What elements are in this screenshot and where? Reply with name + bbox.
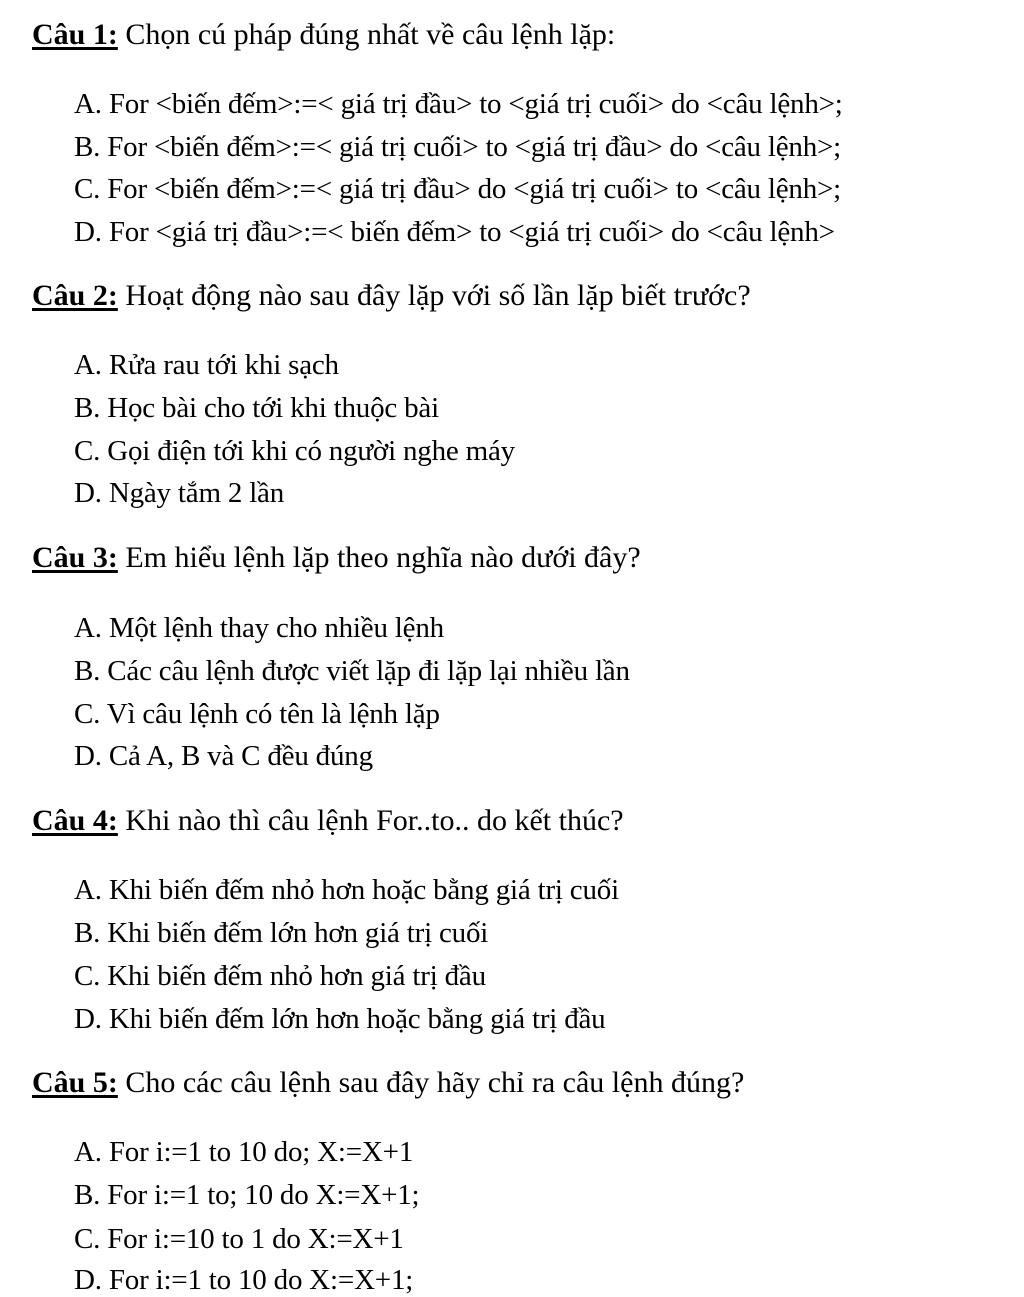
option-text: Khi biến đếm lớn hơn giá trị cuối	[100, 917, 489, 949]
option-text: Một lệnh thay cho nhiều lệnh	[101, 612, 444, 644]
option-letter: C.	[74, 960, 101, 992]
question-4-label: Câu 4:	[32, 804, 118, 837]
question-3-label: Câu 3:	[32, 541, 118, 574]
option-text: Vì câu lệnh có tên là lệnh lặp	[100, 698, 440, 730]
question-3-option-a	[74, 611, 444, 645]
option-letter: B.	[74, 131, 101, 163]
option-text: Gọi điện tới khi có người nghe máy	[100, 435, 515, 467]
question-2-option-a	[74, 348, 339, 382]
question-4-option-b	[74, 916, 488, 950]
question-1-option-b	[74, 130, 841, 164]
option-text: Khi biến đếm nhỏ hơn giá trị đầu	[100, 960, 486, 992]
question-4-prompt	[32, 804, 624, 838]
option-letter: D.	[74, 216, 102, 248]
option-letter: C.	[74, 698, 101, 730]
option-text: For <biến đếm>:=< giá trị cuối> to <giá trị đầu> do <câu lệnh>;	[100, 131, 842, 163]
question-3-text: Em hiểu lệnh lặp theo nghĩa nào dưới đây?	[117, 541, 641, 574]
question-3-prompt	[32, 541, 641, 575]
question-3-option-b	[74, 654, 630, 688]
question-5-label: Câu 5:	[32, 1066, 118, 1099]
question-4-option-c	[74, 959, 486, 993]
option-letter: D.	[74, 740, 102, 772]
option-text: For i:=1 to; 10 do X:=X+1;	[100, 1179, 420, 1211]
question-2-text: Hoạt động nào sau đây lặp với số lần lặp biết trước?	[117, 279, 751, 312]
question-2-label: Câu 2:	[32, 279, 118, 312]
question-2-option-b	[74, 391, 439, 425]
option-text: For <biến đếm>:=< giá trị đầu> do <giá trị cuối> to <câu lệnh>;	[100, 173, 842, 205]
question-2-prompt	[32, 279, 751, 313]
question-3-option-d	[74, 739, 373, 773]
question-5-option-d	[74, 1263, 413, 1297]
question-5-option-b	[74, 1178, 419, 1212]
option-text: Khi biến đếm nhỏ hơn hoặc bằng giá trị cuối	[101, 874, 619, 906]
option-letter: B.	[74, 1179, 101, 1211]
option-text: Cả A, B và C đều đúng	[101, 740, 373, 772]
question-5-option-a	[74, 1135, 413, 1169]
question-1-prompt	[32, 18, 615, 52]
question-4-option-d	[74, 1002, 605, 1036]
question-3-option-c	[74, 697, 440, 731]
option-text: For i:=1 to 10 do X:=X+1;	[101, 1264, 414, 1296]
option-letter: D.	[74, 477, 102, 509]
option-letter: A.	[74, 1136, 102, 1168]
question-1-option-c	[74, 172, 841, 206]
option-text: For i:=10 to 1 do X:=X+1	[100, 1223, 404, 1255]
option-letter: D.	[74, 1003, 102, 1035]
option-letter: D.	[74, 1264, 102, 1296]
option-text: Ngày tắm 2 lần	[101, 477, 285, 509]
option-letter: A.	[74, 88, 102, 120]
question-4-option-a	[74, 873, 619, 907]
question-2-option-c	[74, 434, 515, 468]
option-text: Các câu lệnh được viết lặp đi lặp lại nhiều lần	[100, 655, 630, 687]
question-5-prompt	[32, 1066, 744, 1100]
option-text: For i:=1 to 10 do; X:=X+1	[101, 1136, 414, 1168]
question-5-option-c	[74, 1222, 404, 1256]
question-1-label: Câu 1:	[32, 18, 118, 51]
question-1-option-d	[74, 215, 835, 249]
option-letter: C.	[74, 1223, 101, 1255]
option-letter: A.	[74, 349, 102, 381]
question-4-text: Khi nào thì câu lệnh For..to.. do kết thúc?	[117, 804, 624, 837]
option-letter: C.	[74, 435, 101, 467]
question-1-option-a	[74, 87, 843, 121]
option-letter: A.	[74, 874, 102, 906]
option-letter: B.	[74, 655, 101, 687]
option-text: Học bài cho tới khi thuộc bài	[100, 392, 439, 424]
option-letter: B.	[74, 917, 101, 949]
option-letter: C.	[74, 173, 101, 205]
option-text: Khi biến đếm lớn hơn hoặc bằng giá trị đầu	[101, 1003, 606, 1035]
option-text: For <giá trị đầu>:=< biến đếm> to <giá trị cuối> do <câu lệnh>	[101, 216, 835, 248]
question-2-option-d	[74, 476, 284, 510]
option-text: Rửa rau tới khi sạch	[101, 349, 339, 381]
option-letter: B.	[74, 392, 101, 424]
question-5-text: Cho các câu lệnh sau đây hãy chỉ ra câu lệnh đúng?	[117, 1066, 745, 1099]
question-1-text: Chọn cú pháp đúng nhất về câu lệnh lặp:	[117, 18, 616, 51]
option-letter: A.	[74, 612, 102, 644]
option-text: For <biến đếm>:=< giá trị đầu> to <giá trị cuối> do <câu lệnh>;	[101, 88, 843, 120]
